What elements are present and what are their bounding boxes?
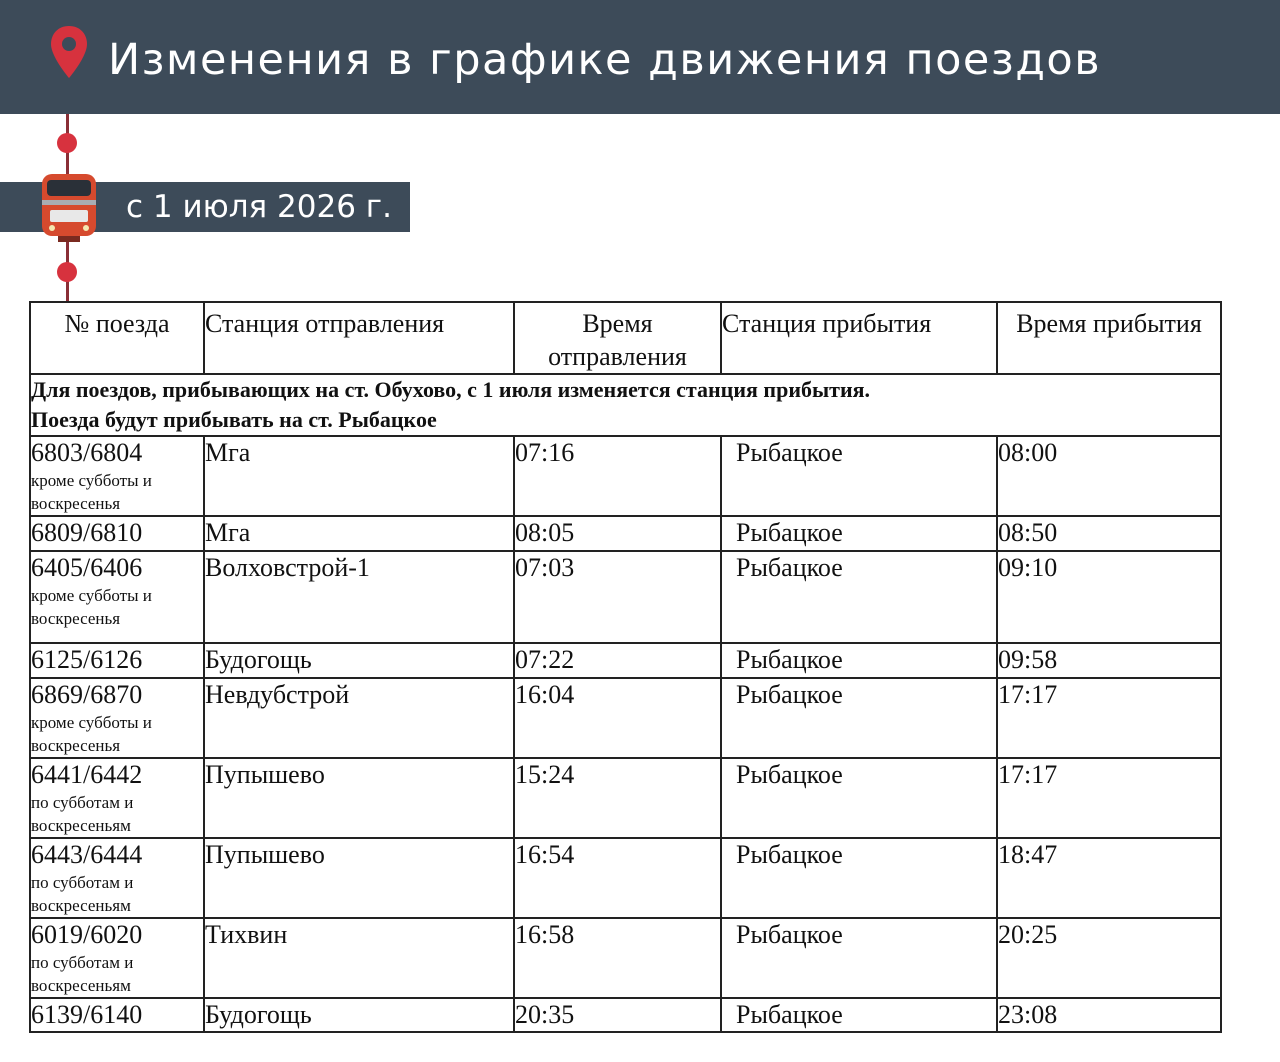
departure-time: 07:22 [514,643,721,678]
table-row [30,998,1221,1032]
train-schedule-note: по субботам и воскресеньям [31,953,134,995]
train-number-cell [30,516,204,551]
train-number: 6869/6870 [31,680,143,709]
train-number-cell [30,918,204,998]
notice-line-1: Для поездов, прибывающих на ст. Обухово, с 1 июля изменяется станция прибытия. [31,377,871,402]
header-arrival-station: Станция прибытия [721,302,997,374]
arrival-time: 09:58 [997,643,1221,678]
arrival-station: Рыбацкое [721,998,997,1032]
arrival-station: Рыбацкое [721,643,997,678]
train-number-cell [30,678,204,758]
train-number: 6809/6810 [31,518,143,547]
table-row [30,758,1221,838]
train-schedule-note: кроме субботы и воскресенья [31,586,152,628]
map-pin-icon [48,24,90,80]
train-number-cell [30,643,204,678]
departure-station: Пупышево [204,838,514,918]
train-number-cell [30,998,204,1032]
page-header [0,0,1280,114]
departure-station: Будогощь [204,643,514,678]
train-number: 6125/6126 [31,645,143,674]
train-number: 6803/6804 [31,438,143,467]
train-schedule-note: кроме субботы и воскресенья [31,471,152,513]
departure-time: 08:05 [514,516,721,551]
arrival-time: 23:08 [997,998,1221,1032]
timeline-dot-top [57,133,77,153]
table-header-row [30,302,1221,374]
arrival-station: Рыбацкое [721,918,997,998]
departure-station: Волховстрой-1 [204,551,514,643]
departure-station: Будогощь [204,998,514,1032]
departure-time: 16:58 [514,918,721,998]
arrival-time: 08:00 [997,436,1221,516]
train-icon [38,172,100,242]
table-row [30,643,1221,678]
train-number-cell [30,551,204,643]
departure-time: 07:03 [514,551,721,643]
arrival-time: 17:17 [997,678,1221,758]
arrival-station: Рыбацкое [721,436,997,516]
departure-time: 15:24 [514,758,721,838]
effective-date: с 1 июля 2026 г. [126,189,392,225]
schedule-table [29,301,1222,1033]
notice-text [30,374,1221,436]
page-title: Изменения в графике движения поездов [108,35,1102,85]
train-schedule-note: по субботам и воскресеньям [31,793,134,835]
arrival-station: Рыбацкое [721,838,997,918]
train-number: 6443/6444 [31,840,143,869]
departure-station: Мга [204,436,514,516]
notice-row [30,374,1221,436]
train-number: 6019/6020 [31,920,143,949]
table-row [30,516,1221,551]
departure-time: 16:54 [514,838,721,918]
train-number-cell [30,436,204,516]
departure-time: 16:04 [514,678,721,758]
departure-time: 20:35 [514,998,721,1032]
arrival-time: 18:47 [997,838,1221,918]
train-schedule-note: по субботам и воскресеньям [31,873,134,915]
arrival-station: Рыбацкое [721,678,997,758]
header-arrival-time: Время прибытия [997,302,1221,374]
table-row [30,678,1221,758]
departure-station: Тихвин [204,918,514,998]
arrival-time: 17:17 [997,758,1221,838]
table-row [30,551,1221,643]
departure-station: Мга [204,516,514,551]
arrival-time: 20:25 [997,918,1221,998]
arrival-station: Рыбацкое [721,551,997,643]
table-row [30,918,1221,998]
train-number: 6441/6442 [31,760,143,789]
train-number-cell [30,758,204,838]
departure-station: Невдубстрой [204,678,514,758]
departure-time: 07:16 [514,436,721,516]
arrival-time: 08:50 [997,516,1221,551]
notice-line-2: Поезда будут прибывать на ст. Рыбацкое [31,407,437,432]
arrival-station: Рыбацкое [721,758,997,838]
departure-station: Пупышево [204,758,514,838]
header-departure-time: Время отправления [514,302,721,374]
table-row [30,436,1221,516]
train-number: 6139/6140 [31,1000,143,1029]
table-row [30,838,1221,918]
arrival-time: 09:10 [997,551,1221,643]
header-train-no: № поезда [30,302,204,374]
train-number-cell [30,838,204,918]
train-number: 6405/6406 [31,553,143,582]
arrival-station: Рыбацкое [721,516,997,551]
timeline-dot-bottom [57,262,77,282]
header-departure-station: Станция отправления [204,302,514,374]
train-schedule-note: кроме субботы и воскресенья [31,713,152,755]
